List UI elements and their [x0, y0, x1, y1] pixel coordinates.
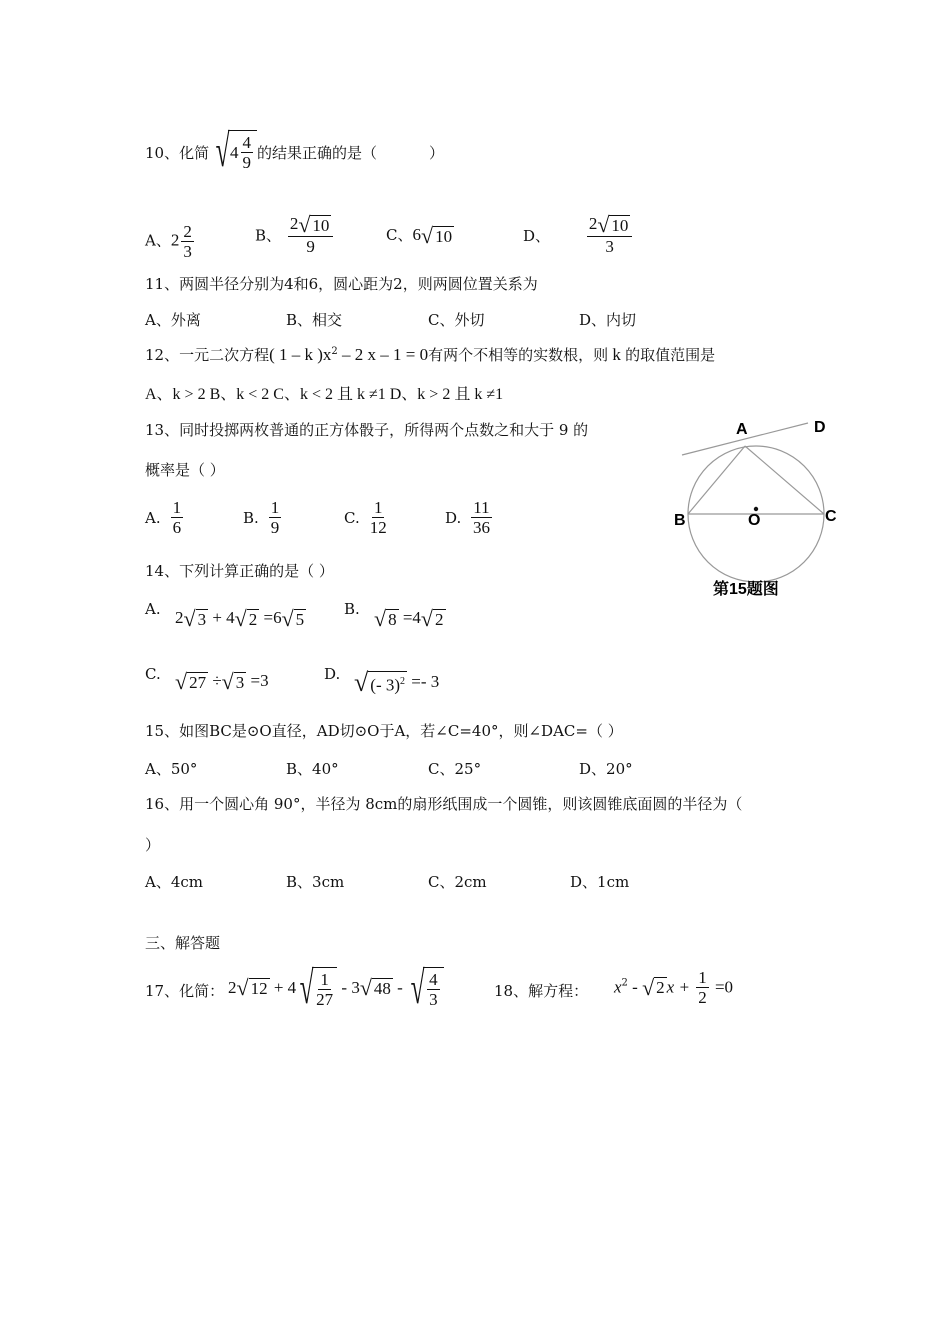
q11-option-b: B、相交 — [286, 311, 343, 329]
q16-stem-line1: 16、用一个圆心角 90°，半径为 8cm的扇形纸围成一个圆锥，则该圆锥底面圆的半径为（ — [145, 795, 743, 813]
q15-option-d: D、20° — [579, 760, 633, 778]
label-a: A — [736, 421, 748, 438]
q11-option-a: A、外离 — [145, 311, 201, 329]
q15-option-b: B、40° — [286, 760, 339, 778]
q15-option-a: A、50° — [145, 760, 198, 778]
label-d: D — [814, 419, 826, 436]
q12-stem: 12、一元二次方程( 1 – k )$x^2 - 2$ x – 1 = 0有两个不相等的实数根，则 k 的取值范围是 — [145, 345, 716, 364]
q13-option-c: C. $\frac{1}{12}$ — [344, 498, 387, 537]
q13-stem-line2: 概率是（ ） — [145, 461, 225, 479]
q16-option-d: D、1cm — [570, 873, 630, 891]
q16-option-a: A、4cm — [145, 873, 204, 891]
q12-options: A、k > 2 B、k < 2 C、k < 2 且 k ≠1 D、k > 2 且 k ≠1 — [145, 386, 504, 403]
q10-option-a: A、2 $\frac{2}{3}$ — [145, 222, 192, 261]
q13-option-b: B. $\frac{1}{9}$ — [243, 498, 280, 537]
geometry-figure — [668, 412, 848, 607]
chord-ac — [745, 446, 824, 514]
q17-label: 17、化简： — [145, 982, 225, 1000]
q13-option-d: D. $\frac{11}{36}$ — [445, 498, 490, 537]
label-b: B — [674, 512, 686, 529]
q16-option-c: C、2cm — [428, 873, 487, 891]
q17-expression: 2 √ 12 + 4 √ $\frac{1}{27}$ - 3 √ 48 - √ $\frac{4}{3}$ — [228, 965, 444, 1011]
q14-option-d: √ (- 3)$^2$ =- 3 — [354, 668, 440, 697]
figure-caption: 第15题图 — [713, 581, 779, 598]
q14-option-a-label: A. — [145, 600, 161, 618]
q10-option-b: B、 2 √ 10 9 — [255, 214, 335, 256]
q10-option-d: D、 2 √ 10 3 — [523, 214, 634, 256]
label-c: C — [825, 508, 837, 525]
q14-option-a: 2 √ 3 + 4 √ 2 =6 √ 5 — [175, 606, 305, 631]
q10-stem-tail: 的结果正确的是（ ） — [257, 144, 445, 162]
q16-stem-line2: ） — [145, 836, 161, 854]
q13-stem-line1: 13、同时投掷两枚普通的正方体骰子，所得两个点数之和大于 9 的 — [145, 421, 589, 439]
q10-radical: √ 4 $\frac{4}{9}$ — [212, 128, 257, 174]
q18-label: 18、解方程： — [494, 982, 589, 1000]
q10-stem: 10、化简 — [145, 144, 210, 162]
q14-option-d-label: D. — [324, 665, 341, 683]
q11-option-d: D、内切 — [579, 311, 637, 329]
q11-stem: 11、两圆半径分别为4和6，圆心距为2，则两圆位置关系为 — [145, 275, 538, 293]
q18-equation: $x^2$ - √ 2 x + $\frac{1}{2}$ =0 — [614, 968, 734, 1007]
section-heading: 三、解答题 — [145, 934, 221, 952]
label-o: O — [748, 512, 761, 529]
q11-option-c: C、外切 — [428, 311, 485, 329]
q13-option-a: A. $\frac{1}{6}$ — [145, 498, 182, 537]
q14-stem: 14、下列计算正确的是（ ） — [145, 562, 334, 580]
q14-option-c: √ 27 ÷ √ 3 =3 — [175, 669, 269, 694]
q14-option-c-label: C. — [145, 665, 161, 683]
q15-option-c: C、25° — [428, 760, 482, 778]
q14-option-b-label: B. — [344, 600, 360, 618]
q10-option-c: C、6 √ 10 — [386, 223, 453, 248]
q14-option-b: √ 8 =4 √ 2 — [374, 606, 444, 631]
q15-stem: 15、如图BC是⊙O直径，AD切⊙O于A，若∠C=40°，则∠DAC=（ ） — [145, 722, 623, 740]
center-dot — [754, 507, 758, 511]
q16-option-b: B、3cm — [286, 873, 345, 891]
